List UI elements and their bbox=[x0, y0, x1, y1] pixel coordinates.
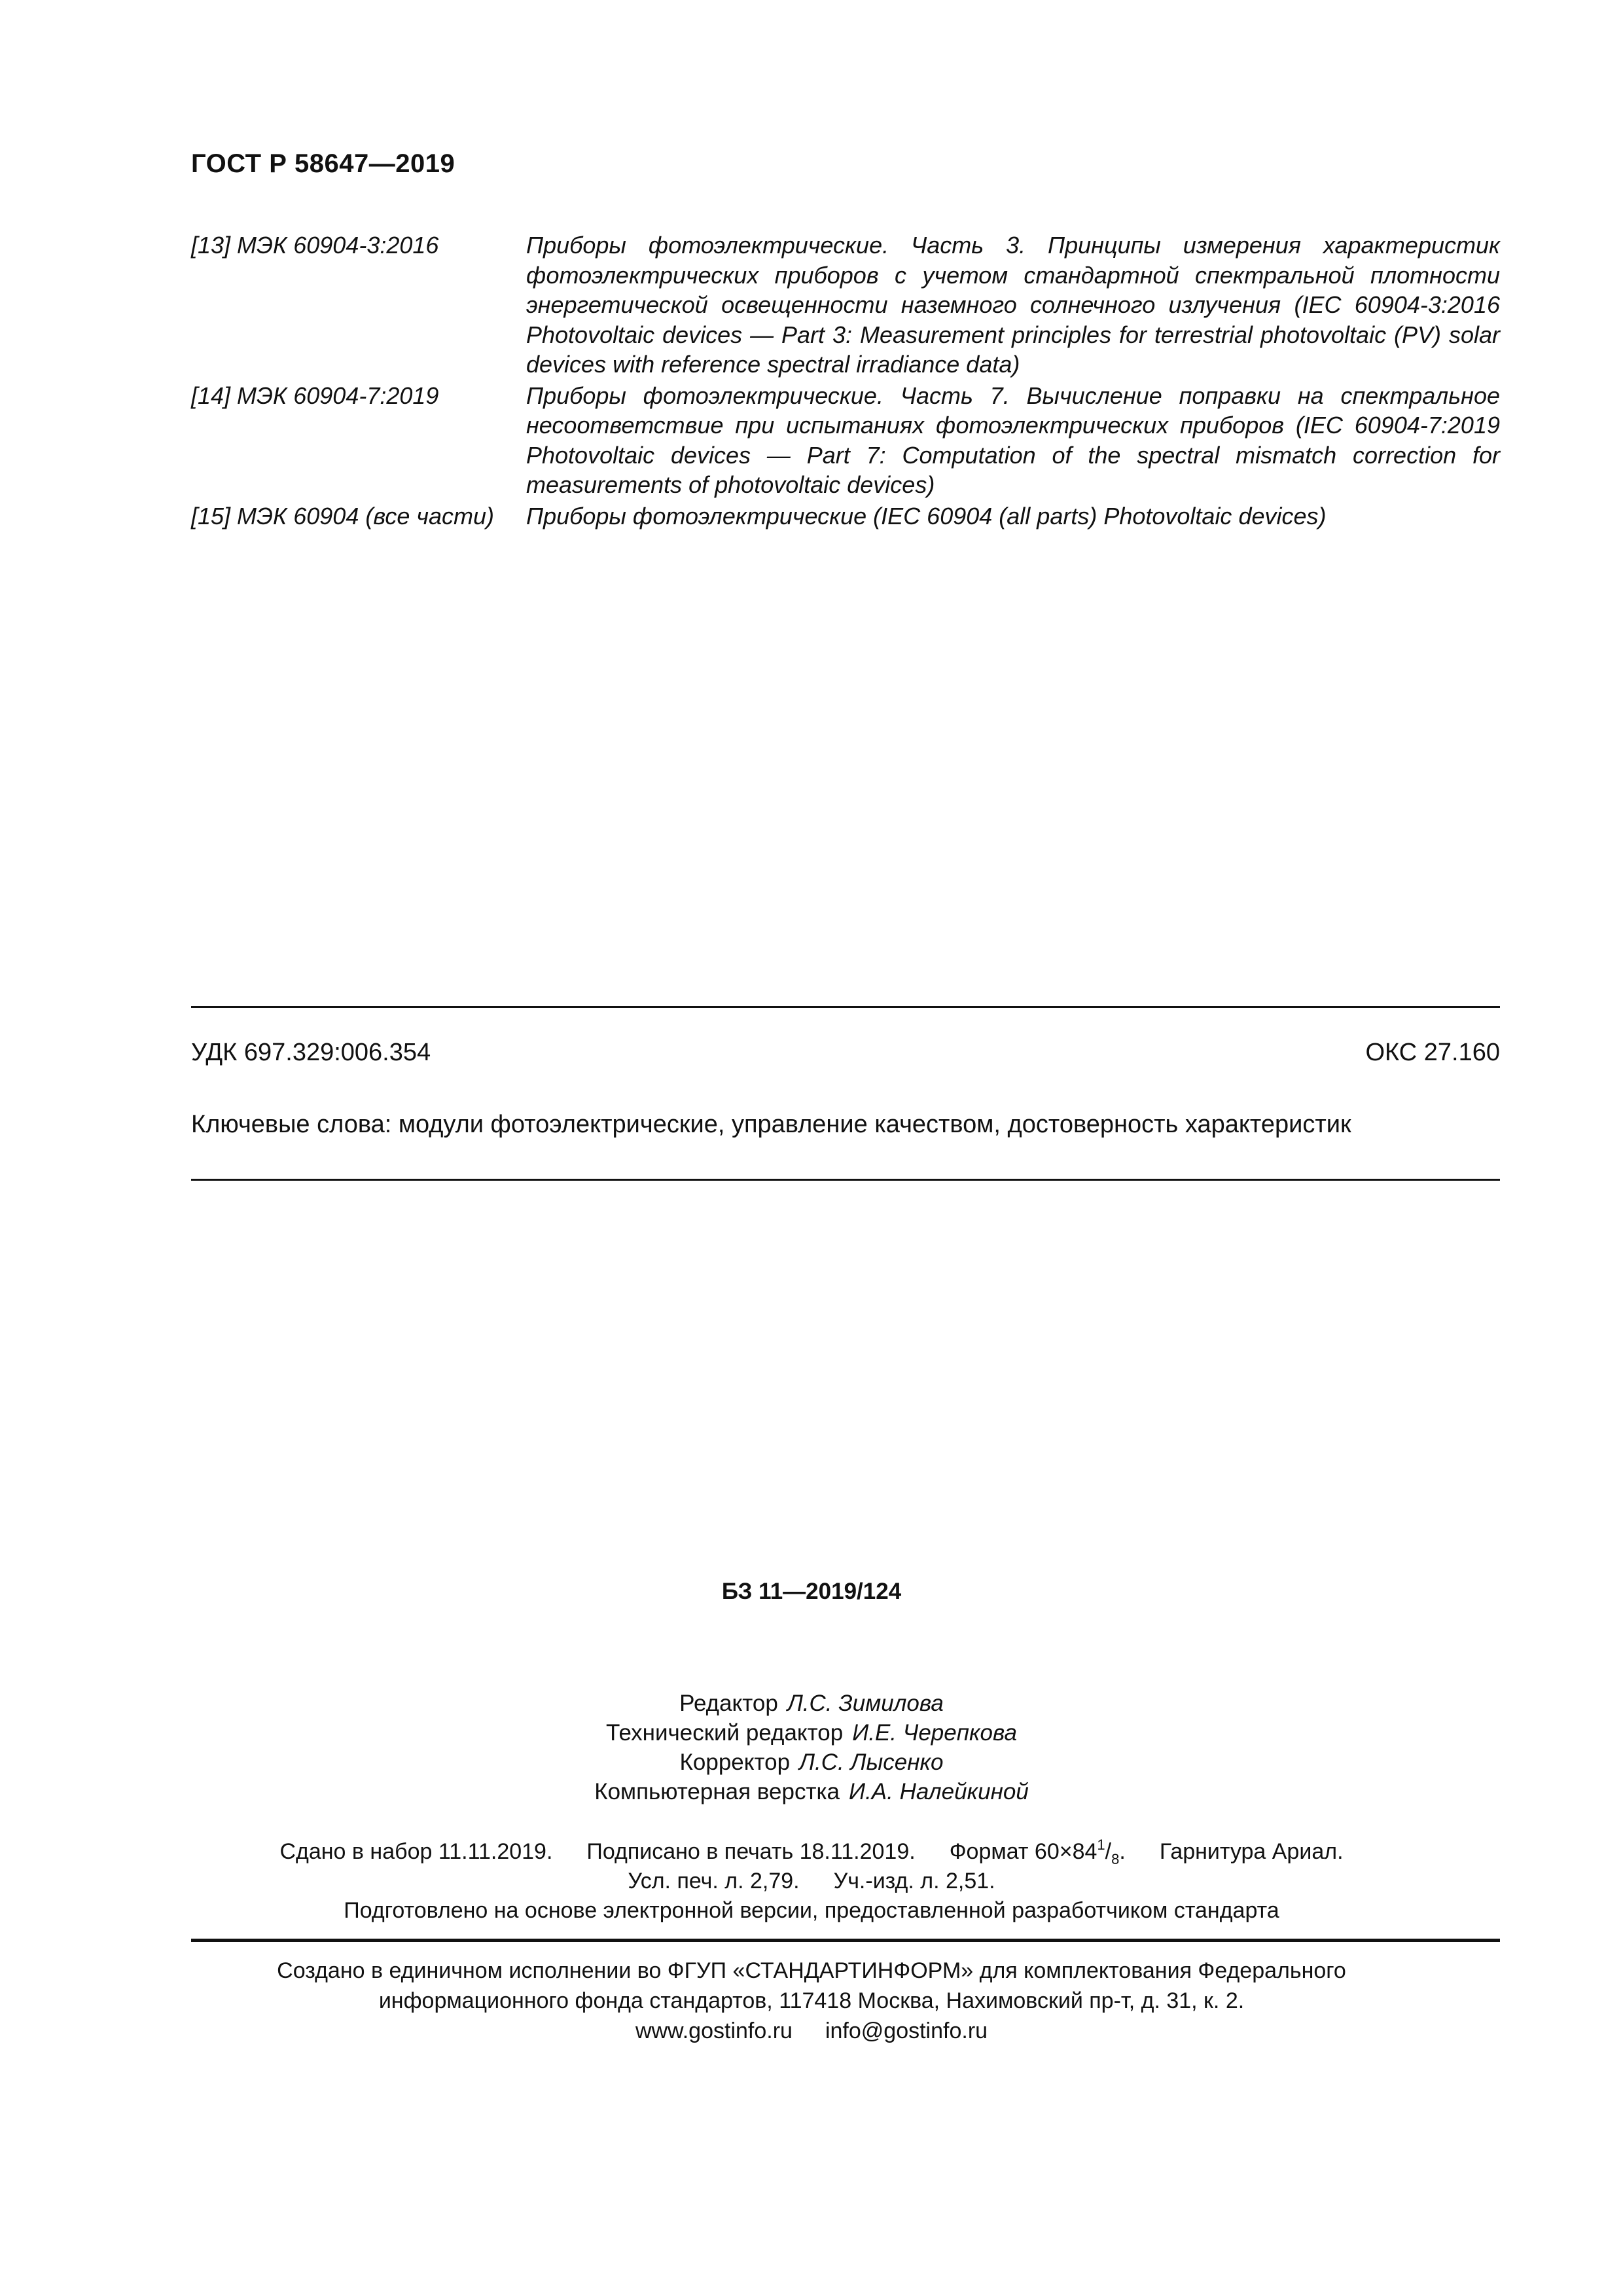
email-link[interactable]: info@gostinfo.ru bbox=[825, 2018, 988, 2043]
divider-top bbox=[191, 1006, 1500, 1008]
reference-code: [15] МЭК 60904 (все части) bbox=[191, 502, 495, 529]
bz-number: БЗ 11—2019/124 bbox=[721, 1579, 902, 1604]
prepared-note: Подготовлено на основе электронной версии, предоставленной разработчиком стандарта bbox=[344, 1898, 1279, 1923]
staff-role: Технический редактор bbox=[606, 1720, 844, 1746]
format bbox=[949, 1836, 1126, 1867]
signed-date: Подписано в печать 18.11.2019. bbox=[586, 1839, 916, 1864]
staff-line-editor bbox=[0, 1689, 1623, 1718]
created-block bbox=[0, 1956, 1623, 2046]
staff-name: Л.С. Зимилова bbox=[787, 1691, 944, 1716]
reference-text: Приборы фотоэлектрические. Часть 7. Вычисление поправки на спектральное несоответствие при испытаниях фотоэлектрических приборов (IEC 60904-7:2019 Photovoltaic devices — Part 7: Computation of the spectral mismatch correction for measurements of photovoltaic devices) bbox=[526, 382, 1500, 498]
reference-item bbox=[191, 230, 1500, 380]
print-sheets: Усл. печ. л. 2,79. bbox=[628, 1869, 800, 1893]
staff-role: Компьютерная верстка bbox=[594, 1779, 840, 1804]
staff-line-corrector bbox=[0, 1748, 1623, 1777]
imprint-block bbox=[0, 1837, 1623, 1926]
divider-imprint bbox=[191, 1939, 1500, 1942]
typeface: Гарнитура Ариал. bbox=[1159, 1839, 1344, 1864]
staff-name: И.Е. Черепкова bbox=[852, 1720, 1017, 1746]
keywords: Ключевые слова: модули фотоэлектрические, управление качеством, достоверность характеристик bbox=[191, 1111, 1351, 1138]
format-prefix: Формат 60×84 bbox=[949, 1839, 1097, 1864]
created-line-1: Создано в единичном исполнении во ФГУП «СТАНДАРТИНФОРМ» для комплектования Федерального bbox=[277, 1958, 1346, 1983]
reference-text: Приборы фотоэлектрические. Часть 3. Принципы измерения характеристик фотоэлектрических приборов с учетом стандартной спектральной плотности энергетической освещенности наземного солнечного излучения (IEC 60904-3:2016 Photovoltaic devices — Part 3: Measurement principles for terrestrial photovoltaic (PV) solar devices with reference spectral irradiance data) bbox=[526, 232, 1500, 378]
imprint-line-1 bbox=[0, 1837, 1623, 1867]
submitted-date: Сдано в набор 11.11.2019. bbox=[279, 1839, 553, 1864]
contacts-line bbox=[0, 2016, 1623, 2046]
staff-role: Корректор bbox=[679, 1749, 791, 1775]
bibliography-list bbox=[191, 230, 1500, 532]
udk-code: УДК 697.329:006.354 bbox=[191, 1039, 431, 1066]
imprint-line-2 bbox=[0, 1867, 1623, 1896]
publisher-sheets: Уч.-изд. л. 2,51. bbox=[833, 1869, 995, 1893]
format-end: . bbox=[1119, 1839, 1126, 1864]
reference-code: [14] МЭК 60904-7:2019 bbox=[191, 382, 439, 409]
staff-name: И.А. Налейкиной bbox=[849, 1779, 1029, 1804]
staff-name: Л.С. Лысенко bbox=[799, 1749, 944, 1775]
page-header-standard: ГОСТ Р 58647—2019 bbox=[191, 149, 455, 178]
divider-bottom bbox=[191, 1179, 1500, 1181]
staff-role: Редактор bbox=[679, 1691, 778, 1716]
format-sup: 1 bbox=[1097, 1836, 1105, 1853]
editorial-staff bbox=[0, 1689, 1623, 1806]
staff-line-tech-editor bbox=[0, 1718, 1623, 1748]
reference-item bbox=[191, 501, 1500, 531]
created-line-2: информационного фонда стандартов, 117418 Москва, Нахимовский пр-т, д. 31, к. 2. bbox=[378, 1988, 1245, 2013]
website-link[interactable]: www.gostinfo.ru bbox=[635, 2018, 793, 2043]
reference-text: Приборы фотоэлектрические (IEC 60904 (all parts) Photovoltaic devices) bbox=[526, 502, 1327, 529]
format-slash: / bbox=[1105, 1839, 1112, 1864]
reference-item bbox=[191, 381, 1500, 500]
staff-line-layout bbox=[0, 1777, 1623, 1806]
format-sub: 8 bbox=[1111, 1850, 1120, 1867]
oks-code: ОКС 27.160 bbox=[1365, 1039, 1500, 1066]
reference-code: [13] МЭК 60904-3:2016 bbox=[191, 232, 439, 259]
